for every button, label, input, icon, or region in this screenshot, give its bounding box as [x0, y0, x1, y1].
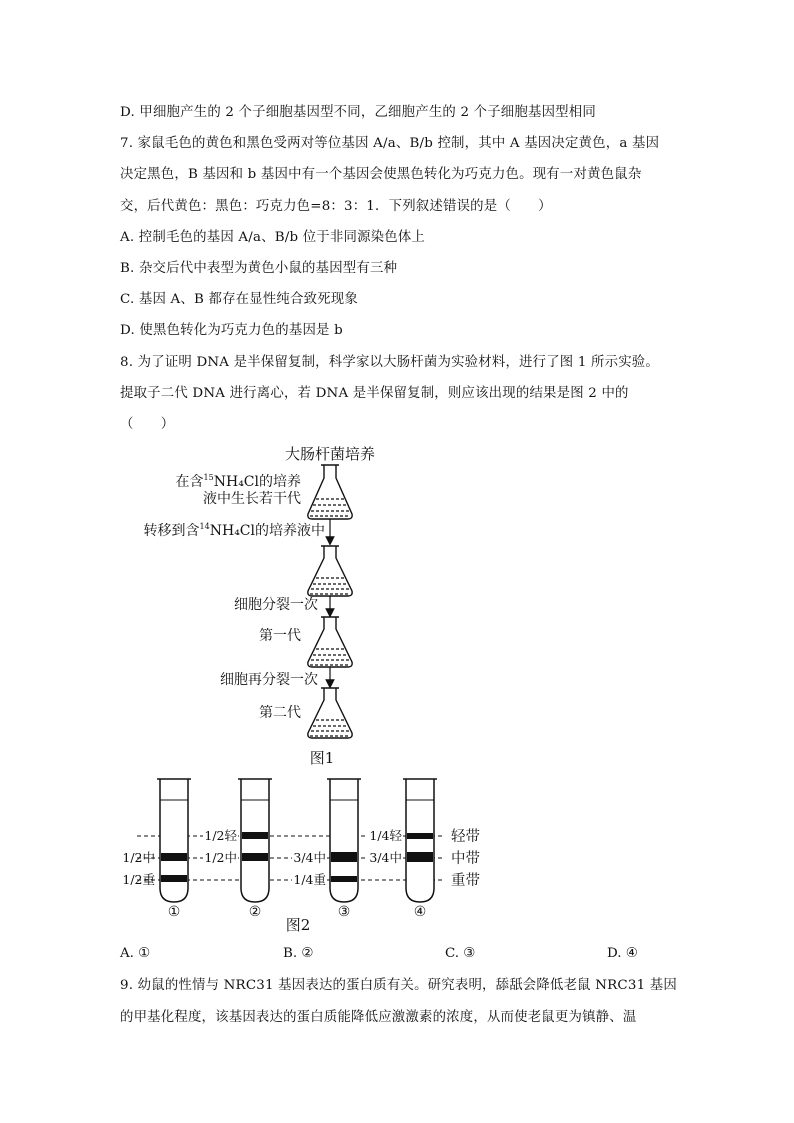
tube-4 — [403, 779, 437, 902]
tube4-mid-label: 3/4中 — [369, 850, 402, 865]
q8-stem-line2: 提取子二代 DNA 进行离心，若 DNA 是半保留复制，则应该出现的结果是图 2 中的 — [120, 386, 629, 401]
q8-option-b: B. ② — [283, 946, 314, 961]
q7-stem-line2: 决定黑色，B 基因和 b 基因中有一个基因会使黑色转化为巧克力色。现有一对黄色鼠杂 — [120, 167, 642, 182]
tube-3 — [327, 779, 361, 902]
tube2-middle-band — [242, 853, 268, 861]
fig1-step3: 细胞分裂一次 — [234, 597, 318, 613]
tube1-mid-label: 1/2中 — [122, 850, 155, 865]
fig1-step1-line2: 液中生长若干代 — [203, 491, 301, 507]
legend-middle-band: 中带 — [451, 851, 480, 867]
legend-light-band: 轻带 — [451, 829, 480, 845]
q7-option-d: D. 使黑色转化为巧克力色的基因是 b — [120, 323, 343, 338]
tube3-mid-label: 3/4中 — [293, 850, 326, 865]
tube3-heavy-label: 1/4重 — [293, 872, 326, 887]
tube2-light-label: 1/2轻 — [204, 828, 237, 843]
q7-option-b: B. 杂交后代中表型为黄色小鼠的基因型有三种 — [120, 261, 398, 276]
q6-option-d: D. 甲细胞产生的 2 个子细胞基因型不同，乙细胞产生的 2 个子细胞基因型相同 — [120, 105, 596, 120]
fig1-gen2: 第二代 — [259, 705, 301, 721]
tube3-number: ③ — [337, 904, 351, 920]
fig1-step2: 转移到含$^{14}$NH₄Cl的培养液中 — [143, 522, 325, 539]
fig1-caption: 图1 — [309, 749, 335, 767]
fig1-step1-line1: 在含$^{15}$NH₄Cl的培养 — [175, 473, 301, 490]
fig1-step4: 细胞再分裂一次 — [220, 672, 318, 688]
tube4-light-label: 1/4轻 — [369, 828, 402, 843]
figure-1 — [144, 445, 375, 767]
tube1-number: ① — [167, 904, 181, 920]
legend-heavy-band: 重带 — [451, 873, 480, 889]
q8-option-a: A. ① — [120, 946, 151, 961]
q7-stem-line1: 7. 家鼠毛色的黄色和黑色受两对等位基因 A/a、B/b 控制，其中 A 基因决定黄色，a 基因 — [120, 136, 660, 151]
q8-stem-line1: 8. 为了证明 DNA 是半保留复制，科学家以大肠杆菌为实验材料，进行了图 1 所示实验。 — [120, 355, 659, 370]
tube-2 — [238, 779, 272, 902]
tube3-middle-band — [331, 852, 357, 862]
q7-stem-line3: 交，后代黄色：黑色：巧克力色=8：3：1．下列叙述错误的是（ ） — [120, 199, 552, 214]
tube-1 — [157, 779, 191, 902]
q7-option-a: A. 控制毛色的基因 A/a、B/b 位于非同源染色体上 — [120, 230, 426, 245]
tube4-number: ④ — [413, 904, 427, 920]
tube4-middle-band — [407, 852, 433, 862]
figure-2 — [122, 779, 480, 934]
tube2-light-band — [242, 832, 268, 839]
q9-stem-line2: 的甲基化程度，该基因表达的蛋白质能降低应激激素的浓度，从而使老鼠更为镇静、温 — [120, 1010, 637, 1025]
fig1-title: 大肠杆菌培养 — [284, 445, 376, 463]
fig1-gen1: 第一代 — [259, 628, 301, 644]
flask-3 — [308, 617, 352, 667]
flask-4 — [308, 688, 352, 738]
q9-stem-line1: 9. 幼鼠的性情与 NRC31 基因表达的蛋白质有关。研究表明，舔舐会降低老鼠 NRC31 基因 — [120, 978, 677, 993]
flask-1 — [308, 465, 352, 519]
tube3-heavy-band — [331, 876, 357, 882]
tube2-mid-label: 1/2中 — [204, 850, 237, 865]
tube4-light-band — [407, 833, 433, 839]
tube1-middle-band — [161, 853, 187, 861]
tube1-heavy-label: 1/2重 — [122, 872, 155, 887]
flask-2 — [308, 546, 352, 596]
q8-stem-line3: （ ） — [120, 417, 175, 432]
tube2-number: ② — [248, 904, 262, 920]
fig2-caption: 图2 — [285, 916, 311, 934]
q7-option-c: C. 基因 A、B 都存在显性纯合致死现象 — [120, 292, 358, 307]
q8-option-d: D. ④ — [607, 946, 638, 961]
q8-option-c: C. ③ — [445, 946, 476, 961]
tube1-heavy-band — [161, 875, 187, 882]
